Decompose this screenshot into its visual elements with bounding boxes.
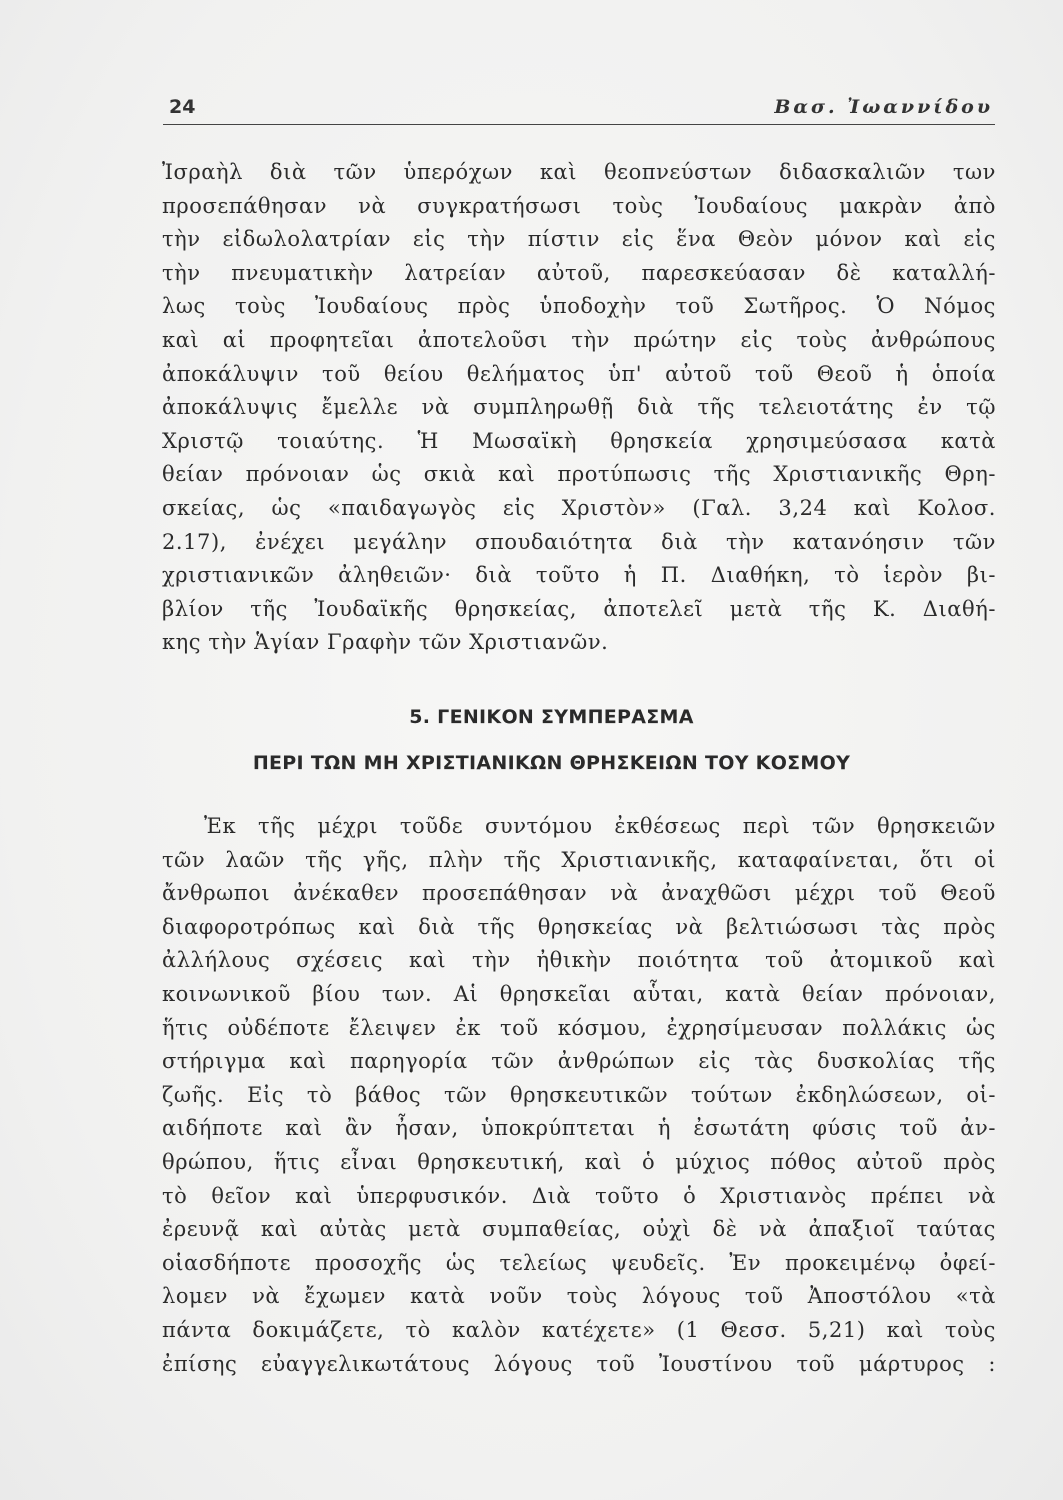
text-line: τῶν λαῶν τῆς γῆς, πλὴν τῆς Χριστιανικῆς, καταφαίνεται, ὅτι οἱ (162, 847, 996, 872)
running-head: Βασ. Ἰωαννίδου (774, 96, 993, 118)
paragraph-2 (162, 810, 996, 1381)
text-line: σκείας, ὡς «παιδαγωγὸς εἰς Χριστὸν» (Γαλ. 3,24 καὶ Κολοσ. (162, 495, 996, 520)
text-line: οἱασδήποτε προσοχῆς ὡς τελείως ψευδεῖς. Ἐν προκειμένῳ ὀφεί- (162, 1250, 996, 1275)
text-line: πάντα δοκιμάζετε, τὸ καλὸν κατέχετε» (1 Θεσσ. 5,21) καὶ τοὺς (162, 1317, 996, 1342)
text-line: ἐρευνᾷ καὶ αὐτὰς μετὰ συμπαθείας, οὐχὶ δὲ νὰ ἀπαξιοῖ ταύτας (162, 1217, 996, 1242)
text-line: βλίον τῆς Ἰουδαϊκῆς θρησκείας, ἀποτελεῖ μετὰ τῆς Κ. Διαθή- (162, 596, 996, 621)
text-line: ζωῆς. Εἰς τὸ βάθος τῶν θρησκευτικῶν τούτων ἐκδηλώσεων, οἱ- (162, 1082, 996, 1107)
text-line: χριστιανικῶν ἀληθειῶν· διὰ τοῦτο ἡ Π. Διαθήκη, τὸ ἱερὸν βι- (162, 563, 996, 588)
text-line: ἐπίσης εὐαγγελικωτάτους λόγους τοῦ Ἰουστίνου τοῦ μάρτυρος : (162, 1351, 996, 1376)
text-line: καὶ αἱ προφητεῖαι ἀποτελοῦσι τὴν πρώτην εἰς τοὺς ἀνθρώπους (162, 327, 996, 352)
text-line: κης τὴν Ἁγίαν Γραφὴν τῶν Χριστιανῶν. (162, 630, 609, 655)
text-line: αιδήποτε καὶ ἂν ἦσαν, ὑποκρύπτεται ἡ ἐσωτάτη φύσις τοῦ ἀν- (162, 1116, 996, 1141)
text-line: διαφοροτρόπως καὶ διὰ τῆς θρησκείας νὰ βελτιώσωσι τὰς πρὸς (162, 914, 996, 939)
text-line: τὸ θεῖον καὶ ὑπερφυσικόν. Διὰ τοῦτο ὁ Χριστιανὸς πρέπει νὰ (162, 1183, 996, 1208)
text-line: ἄνθρωποι ἀνέκαθεν προσεπάθησαν νὰ ἀναχθῶσι μέχρι τοῦ Θεοῦ (162, 881, 996, 906)
section-subheading: ΠΕΡΙ ΤΩΝ ΜΗ ΧΡΙΣΤΙΑΝΙΚΩΝ ΘΡΗΣΚΕΙΩΝ ΤΟΥ ΚΟΣΜΟΥ (252, 752, 851, 774)
text-line: ἀλλήλους σχέσεις καὶ τὴν ἠθικὴν ποιότητα τοῦ ἀτομικοῦ καὶ (162, 948, 996, 973)
text-line: θείαν πρόνοιαν ὡς σκιὰ καὶ προτύπωσις τῆς Χριστιανικῆς Θρη- (162, 462, 996, 487)
text-line: λως τοὺς Ἰουδαίους πρὸς ὑποδοχὴν τοῦ Σωτῆρος. Ὁ Νόμος (162, 294, 996, 319)
text-line: κοινωνικοῦ βίου των. Αἱ θρησκεῖαι αὗται, κατὰ θείαν πρόνοιαν, (162, 981, 996, 1006)
page-header (163, 90, 995, 125)
text-line: τὴν πνευματικὴν λατρείαν αὐτοῦ, παρεσκεύασαν δὲ καταλλή- (162, 260, 996, 285)
text-line: στήριγμα καὶ παρηγορία τῶν ἀνθρώπων εἰς τὰς δυσκολίας τῆς (162, 1049, 996, 1074)
text-line: προσεπάθησαν νὰ συγκρατήσωσι τοὺς Ἰουδαίους μακρὰν ἀπὸ (162, 193, 996, 218)
text-line: λομεν νὰ ἔχωμεν κατὰ νοῦν τοὺς λόγους τοῦ Ἀποστόλου «τὰ (162, 1284, 996, 1309)
text-line: 2.17), ἐνέχει μεγάλην σπουδαιότητα διὰ τὴν κατανόησιν τῶν (162, 529, 996, 554)
section-heading: 5. ΓΕΝΙΚΟΝ ΣΥΜΠΕΡΑΣΜΑ (409, 706, 694, 728)
text-line: ἥτις οὐδέποτε ἔλειψεν ἐκ τοῦ κόσμου, ἐχρησίμευσαν πολλάκις ὡς (162, 1015, 996, 1040)
text-line: τὴν εἰδωλολατρίαν εἰς τὴν πίστιν εἰς ἕνα Θεὸν μόνον καὶ εἰς (162, 227, 996, 252)
text-line: Ἐκ τῆς μέχρι τοῦδε συντόμου ἐκθέσεως περὶ τῶν θρησκειῶν (204, 814, 996, 838)
text-line: Χριστῷ τοιαύτης. Ἡ Μωσαϊκὴ θρησκεία χρησιμεύσασα κατὰ (162, 428, 996, 453)
text-line: ἀποκάλυψιν τοῦ θείου θελήματος ὑπ' αὐτοῦ τοῦ Θεοῦ ἡ ὁποία (162, 361, 996, 386)
text-line: Ἰσραὴλ διὰ τῶν ὑπερόχων καὶ θεοπνεύστων διδασκαλιῶν των (162, 160, 996, 184)
page-number: 24 (169, 96, 196, 118)
text-line: ἀποκάλυψις ἔμελλε νὰ συμπληρωθῇ διὰ τῆς τελειοτάτης ἐν τῷ (162, 395, 996, 420)
text-line: θρώπου, ἥτις εἶναι θρησκευτική, καὶ ὁ μύχιος πόθος αὐτοῦ πρὸς (162, 1149, 996, 1174)
paragraph-1 (162, 156, 996, 660)
